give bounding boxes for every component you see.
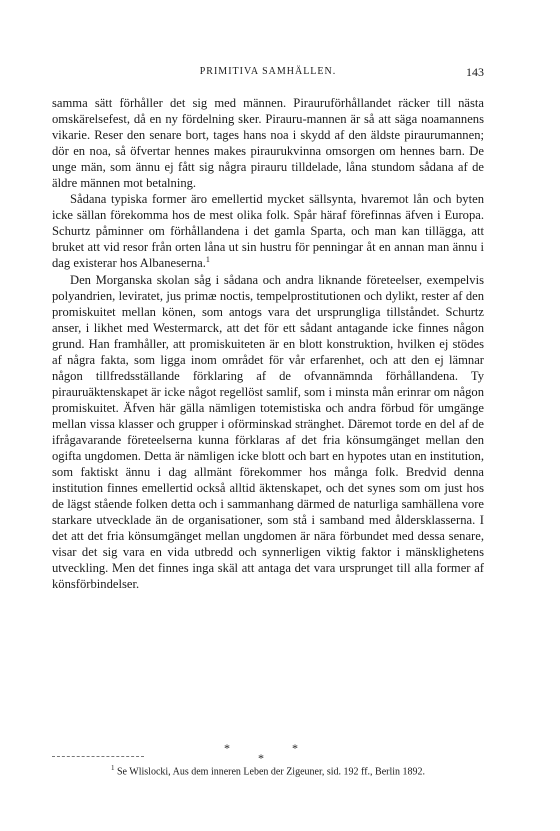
separator-star-bottom: * [258,751,264,765]
running-title: PRIMITIVA SAMHÄLLEN. [199,66,337,77]
footnote-rule [52,756,144,757]
paragraph-2 [52,191,484,271]
paragraph-3: Den Morganska skolan såg i sådana och andra liknande företeelser, exempelvis polyandrien, leviratet, jus primæ noctis, tempelprostitutionen och dylikt, rester af den promiskuitet mellan könen, som antogs vara det ursprungliga tillståndet. Schurtz anser, i likhet med Westermarck, att det för ett sådant antagande icke finnes någon grund. Han framhåller, att promiskuiteten är en blott konstruktion, hvilken ej stödes af några fakta, som ligga inom området för vår erfarenhet, och att den ej lämnar någon tillfredsställande förklaring af de ofvannämnda förhållandena. Ty pirauruäktenskapet är icke något regellöst samlif, som i minsta mån erinrar om någon promiskuitet. Äfven här gälla nämligen totemistiska och andra förbud för umgänge mellan vissa klasser och grupper i oförminskad stränghet. Däremot torde en del af de ifrågavarande företeelserna kunna förklaras af det fria könsumgänget mellan den ogifta ungdomen. Detta är nämligen icke blott och bart en hypotes utan en institution, som faktiskt ännu i dag allmänt förekommer hos många folk. Bredvid denna institution finnes emellertid också alltid äktenskapet, och det synes som om just hos de lägst stående folken detta och i sammanhang därmed de naturliga samhällena vore starkare utvecklade än de organisationer, som stå i samband med åldersklasserna. I det att det fria könsumgänget mellan ungdomen är nära förbundet med dessa senare, visar det sig vara en vida utbredd och synnerligen viktig faktor i mänsklighetens utveckling. Men det finnes inga skäl att antaga det vara ursprunget till alla former af könsförbindelser. [52,272,484,592]
footnote [52,762,484,778]
footnote-reference: 1 [205,255,210,265]
footnote-marker: 1 [110,764,115,772]
footnote-text: Se Wlislocki, Aus dem inneren Leben der Zigeuner, sid. 192 ff., Berlin 1892. [116,766,426,778]
separator-star-left: * [224,741,230,755]
paragraph-2-text: Sådana typiska former äro emellertid mycket sällsynta, hvaremot lån och byten icke sällan förekomma hos de mest olika folk. Spår häraf förefinnas äfven i Europa. Schurtz påminner om förhållandena i det gamla Sparta, och man kan tillägga, att bruket att vid resor från orten låna ut sin hustru för penningar åt en annan man ännu i dag existerar hos Albaneserna. [52,192,484,271]
body-text [52,95,484,592]
paragraph-1: samma sätt förhåller det sig med männen. Pirauruförhållandet räcker till nästa omskärelsefest, då en ny fördelning sker. Pirauru-mannen är så att säga noamannens vikarie. Reser den senare bort, tages hans noa i skydd af den äldste piraurumannen; dör en noa, så öfvertar hennes makes piraurukvinna omsorgen om hennes barn. De unge män, som ännu ej fått sig några pirauru tilldelade, låna stundom sådana af de äldre männen mot betalning. [52,96,484,191]
running-head [52,66,484,82]
separator-star-right: * [292,741,298,755]
page-number: 143 [466,65,484,79]
